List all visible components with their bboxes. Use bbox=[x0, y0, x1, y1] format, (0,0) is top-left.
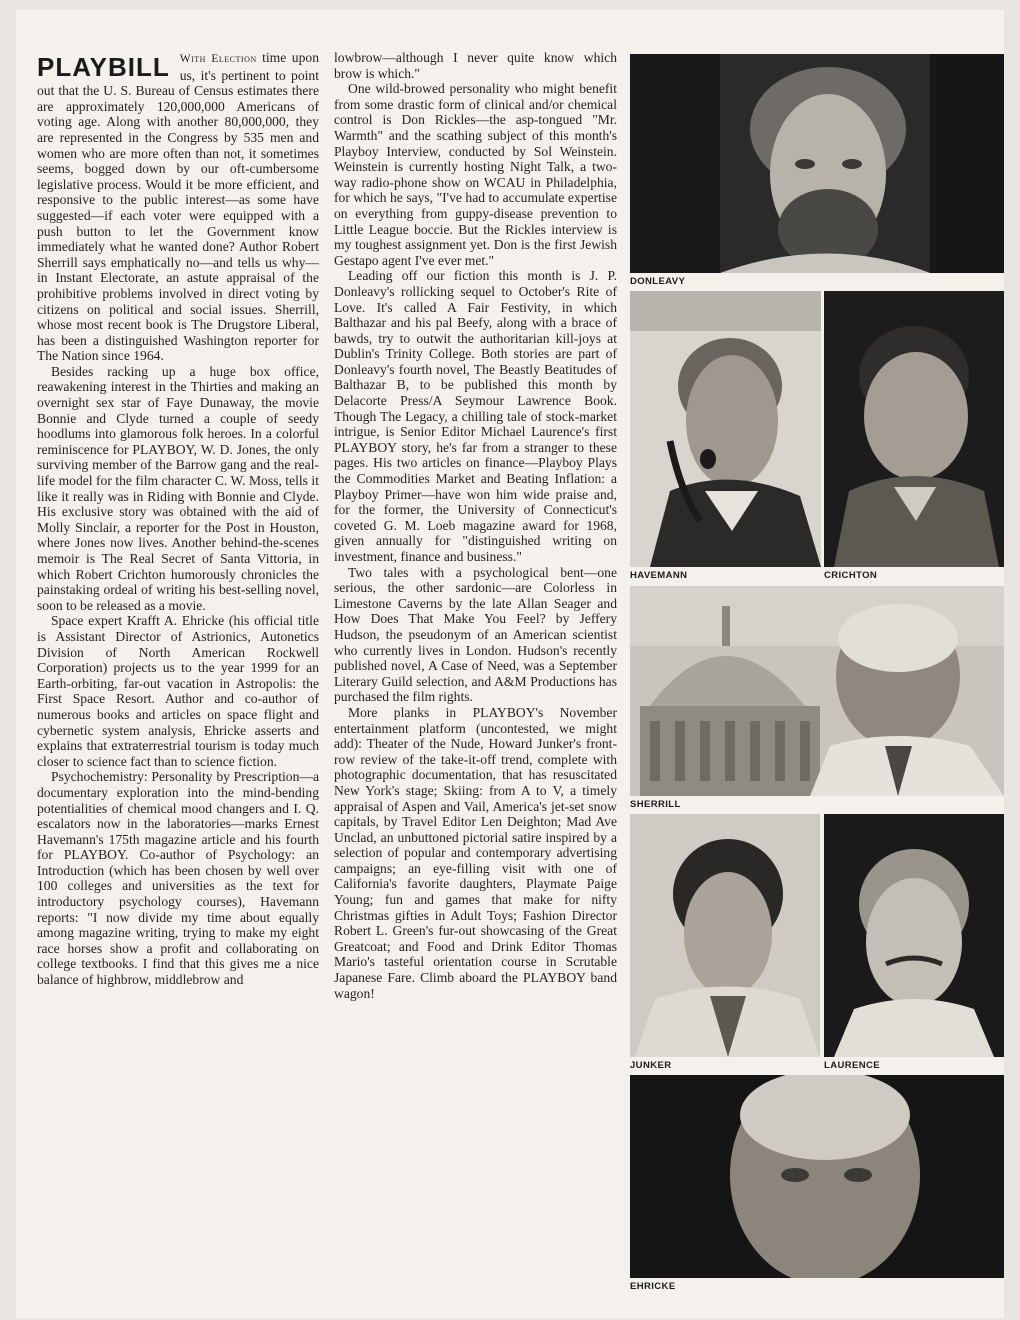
magazine-page bbox=[16, 10, 1004, 1318]
caption-ehricke: EHRICKE bbox=[630, 1281, 676, 1292]
paragraph-4: Psychochemistry: Personality by Prescription—a documentary exploration into the mind-bending potentialities of chemical mood changers and I. Q. escalators now in the laboratories—marks Ernest Havemann's 175th magazine article and his fourth for PLAYBOY. Co-author of Psychology: an Introduction (which has been chosen by well over 100 colleges and universities as the text for introductory psychology courses), Havemann reports: "I now divide my time about equally among magazine writing, trying to make my eight race horses show a profit and collaborating on college textbooks. I find that this gives me a nice balance of highbrow, middlebrow and bbox=[37, 769, 319, 988]
photo-junker bbox=[630, 814, 820, 1057]
paragraph-9: More planks in PLAYBOY's November entertainment platform (uncontested, we might add): Theater of the Nude, Howard Junker's front-row review of the take-it-off trend, complete with photographic documentation, that has resuscitated New York's stage; Skiing: from A to V, a timely appraisal of Aspen and Vail, America's jet-set snow capitals, by Travel Editor Len Deighton; Mad Ave Unclad, an unbuttoned pictorial satire inspired by a selection of popular and contemporary advertising campaigns; an eye-filling visit with one of California's favorite daughters, Playmate Paige Young; fun and games that make for nifty Christmas gifties in Adult Toys; Fashion Director Robert L. Green's fur-out showcasing of the Great Greatcoat; and Food and Drink Editor Thomas Mario's tasteful orientation course in Scrutable Japanese Fare. Climb aboard the PLAYBOY band wagon! bbox=[334, 704, 617, 1001]
paragraph-3: Space expert Krafft A. Ehricke (his official title is Assistant Director of Astrionics, Autonetics Division of North American Rockwell Corporation) projects us to the year 1999 for an Earth-orbiting, far-out vacation in Astropolis: the First Space Resort. Author and co-author of numerous books and articles on space flight and cybernetic system analysis, Ehricke asserts and explains that extraterrestrial tourism is today much closer to science fact than to science fiction. bbox=[37, 613, 319, 769]
paragraph-8: Two tales with a psychological bent—one serious, the other sardonic—are Colorless in Limestone Caverns by the late Allan Seager and How Does That Make You Feel? by Jeffery Hudson, the pseudonym of an American scientist who currently lives in London. Hudson's recently published novel, A Case of Need, was a September Literary Guild selection, and A&M Productions has purchased the film rights. bbox=[334, 564, 617, 705]
caption-junker: JUNKER bbox=[630, 1060, 672, 1071]
page-title: PLAYBILL bbox=[37, 52, 170, 82]
photo-havemann bbox=[630, 291, 821, 567]
caption-donleavy: DONLEAVY bbox=[630, 276, 686, 287]
paragraph-6: One wild-browed personality who might benefit from some drastic form of clinical and/or chemical control is Don Rickles—the asp-tongued "Mr. Warmth" and the scathing subject of this month's Playboy Interview, conducted by Sol Weinstein. Weinstein is currently hosting Night Talk, a two-way radio-phone show on WCAU in Philadelphia, for which he says, "I've had to accumulate expertise on everything from guppy-disease prevention to Little League boccie. But the Rickles interview is my toughest assignment yet. Don is the first Jewish Gestapo agent I've ever met." bbox=[334, 81, 617, 268]
photo-ehricke bbox=[630, 1075, 1004, 1278]
caption-crichton: CRICHTON bbox=[824, 570, 878, 581]
text-column-left bbox=[37, 50, 319, 988]
paragraph-7: Leading off our fiction this month is J. P. Donleavy's rollicking sequel to October's Rite of Love. It's called A Fair Festivity, in which Balthazar and his pal Beefy, along with a brace of bawds, try to outwit the authoritarian kill-joys at Dublin's Trinity College. Both stories are part of Donleavy's fourth novel, The Beastly Beatitudes of Balthazar B, to be published this month by Delacorte Press/A Seymour Lawrence Book. Though The Legacy, a chilling tale of stock-market intrigue, is Senior Editor Michael Laurence's first PLAYBOY story, he's far from a stranger to these pages. His two articles on finance—Playboy Plays the Commodities Market and Beating Inflation: a Playboy Primer—have won him wide praise and, for the former, the University of Connecticut's coveted G. M. Loeb magazine award for 1968, given annually for "distinguished writing on investment, finance and business." bbox=[334, 268, 617, 564]
photo-laurence bbox=[824, 814, 1004, 1057]
paragraph-5: lowbrow—although I never quite know which brow is which." bbox=[334, 50, 617, 81]
text-column-middle bbox=[334, 50, 617, 1001]
photo-crichton bbox=[824, 291, 1004, 567]
caption-laurence: LAURENCE bbox=[824, 1060, 880, 1071]
caption-havemann: HAVEMANN bbox=[630, 570, 688, 581]
caption-sherrill: SHERRILL bbox=[630, 799, 681, 810]
photo-sherrill bbox=[630, 586, 1004, 796]
paragraph-1-text: time upon us, it's pertinent to point out that the U. S. Bureau of Census estimates there are approximately 120,000,000 Americans of voting age. Along with another 80,000,000, they are represented in the Congress by 535 men and women who are more often than not, it sometimes seems, bogged down by our oft-cumbersome legislative process. Would it be more efficient, and responsive to the public interest—as some have suggested—if each voter were equipped with a push button to let the Government know immediately what he wanted done? Author Robert Sherrill says emphatically no—and tells us why—in Instant Electorate, an astute appraisal of the prohibitive problems involved in direct voting by citizens on political and social issues. Sherrill, whose most recent book is The Drugstore Liberal, has been a distinguished Washington reporter for The Nation since 1964. bbox=[37, 50, 319, 364]
lead-small-caps: With Election bbox=[179, 53, 257, 65]
photo-donleavy bbox=[630, 54, 1004, 273]
paragraph-2: Besides racking up a huge box office, reawakening interest in the Thirties and making an overnight sex star of Faye Dunaway, the movie Bonnie and Clyde turned a couple of seedy hoodlums into glamorous folk heroes. In a colorful reminiscence for PLAYBOY, W. D. Jones, the only surviving member of the Barrow gang and the real-life model for the film character C. W. Moss, tells it like it really was in Riding with Bonnie and Clyde. His exclusive story was obtained with the aid of Molly Sinclair, a reporter for the Post in Houston, where Jones now lives. Another behind-the-scenes memoir is The Real Secret of Santa Vittoria, in which Robert Crichton humorously chronicles the painstaking ordeal of writing his best-selling novel, soon to be released as a movie. bbox=[37, 363, 319, 613]
paragraph-1 bbox=[37, 50, 319, 364]
